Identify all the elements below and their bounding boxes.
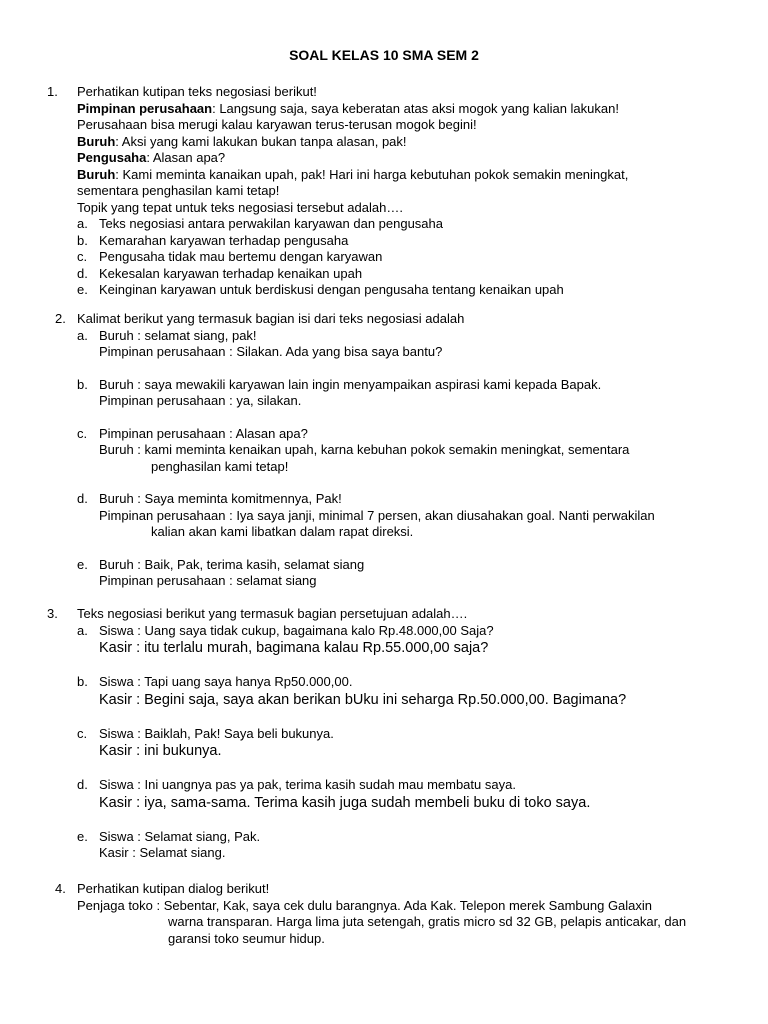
option-e-line-2: Pimpinan perusahaan : selamat siang bbox=[99, 573, 317, 588]
page-title: SOAL KELAS 10 SMA SEM 2 bbox=[289, 47, 479, 63]
option-d: d. Buruh : Saya meminta komitmennya, Pak! bbox=[77, 491, 342, 506]
question-body bbox=[77, 311, 737, 590]
option-e: e. Siswa : Selamat siang, Pak. bbox=[77, 828, 261, 844]
dialog-line: Buruh: Kami meminta kanaikan upah, pak! Hari ini harga kebutuhan pokok semakin meningkat, bbox=[77, 166, 629, 182]
option-a: a. Siswa : Uang saya tidak cukup, bagaimana kalo Rp.48.000,00 Saja? bbox=[77, 622, 494, 638]
option-c: c. Pengusaha tidak mau bertemu dengan karyawan bbox=[77, 249, 383, 264]
dialog-line: sementara penghasilan kami tetap! bbox=[77, 183, 280, 198]
question-intro: Perhatikan kutipan dialog berikut! bbox=[77, 881, 270, 896]
dialog-line: Perusahaan bisa merugi kalau karyawan terus-terusan mogok begini! bbox=[77, 117, 477, 132]
option-b-line-2: Pimpinan perusahaan : ya, silakan. bbox=[99, 393, 302, 408]
question-body bbox=[77, 881, 737, 947]
option-a: a. Buruh : selamat siang, pak! bbox=[77, 327, 257, 343]
option-d-line-2: Kasir : iya, sama-sama. Terima kasih juga sudah membeli buku di toko saya. bbox=[99, 794, 591, 811]
question-number: 2. bbox=[55, 311, 66, 326]
option-b-line-2: Kasir : Begini saja, saya akan berikan bUku ini seharga Rp.50.000,00. Bagimana? bbox=[99, 691, 627, 708]
question-body bbox=[77, 606, 737, 862]
option-b: b. Siswa : Tapi uang saya hanya Rp50.000,00. bbox=[77, 674, 353, 689]
option-c-line-2: Buruh : kami meminta kenaikan upah, karna kebuhan pokok semakin meningkat, sementara bbox=[99, 442, 630, 457]
option-d: d. Siswa : Ini uangnya pas ya pak, terima kasih sudah mau membatu saya. bbox=[77, 777, 516, 792]
option-e: e. Buruh : Baik, Pak, terima kasih, selamat siang bbox=[77, 556, 365, 572]
question-number: 1. bbox=[47, 84, 58, 99]
option-e-line-2: Kasir : Selamat siang. bbox=[99, 845, 226, 860]
option-b: b. Kemarahan karyawan terhadap pengusaha bbox=[77, 232, 349, 248]
option-list bbox=[77, 216, 737, 299]
option-d-line-2: Pimpinan perusahaan : Iya saya janji, minimal 7 persen, akan diusahakan goal. Nanti perwakilan bbox=[99, 507, 655, 523]
dialog-line: Pengusaha: Alasan apa? bbox=[77, 150, 226, 165]
question-intro: Kalimat berikut yang termasuk bagian isi dari teks negosiasi adalah bbox=[77, 311, 465, 326]
dialog-line: Penjaga toko : Sebentar, Kak, saya cek dulu barangnya. Ada Kak. Telepon merek Sambung Galaxin bbox=[77, 897, 653, 913]
option-a-line-2: Pimpinan perusahaan : Silakan. Ada yang bisa saya bantu? bbox=[99, 344, 443, 359]
question-number: 4. bbox=[55, 881, 66, 896]
question-intro: Teks negosiasi berikut yang termasuk bagian persetujuan adalah…. bbox=[77, 606, 468, 621]
question-intro: Perhatikan kutipan teks negosiasi berikut! bbox=[77, 84, 317, 99]
option-d: d. Kekesalan karyawan terhadap kenaikan upah bbox=[77, 265, 363, 281]
dialog-line: warna transparan. Harga lima juta setengah, gratis micro sd 32 GB, pelapis anticakar, dan bbox=[168, 914, 687, 929]
question-number: 3. bbox=[47, 606, 58, 621]
question-prompt: Topik yang tepat untuk teks negosiasi tersebut adalah…. bbox=[77, 199, 403, 215]
option-c-line-3: penghasilan kami tetap! bbox=[151, 458, 289, 474]
option-a-line-2: Kasir : itu terlalu murah, bagimana kalau Rp.55.000,00 saja? bbox=[99, 640, 489, 656]
option-a: a. Teks negosiasi antara perwakilan karyawan dan pengusaha bbox=[77, 216, 443, 231]
option-b: b. Buruh : saya mewakili karyawan lain ingin menyampaikan aspirasi kami kepada Bapak. bbox=[77, 376, 602, 392]
question-body bbox=[77, 84, 737, 299]
dialog-line: Pimpinan perusahaan: Langsung saja, saya keberatan atas aksi mogok yang kalian lakukan! bbox=[77, 100, 619, 116]
dialog-line: garansi toko seumur hidup. bbox=[168, 930, 325, 946]
option-c: c. Pimpinan perusahaan : Alasan apa? bbox=[77, 425, 308, 441]
option-c-line-2: Kasir : ini bukunya. bbox=[99, 743, 222, 759]
dialog-line: Buruh: Aksi yang kami lakukan bukan tanpa alasan, pak! bbox=[77, 133, 407, 149]
option-e: e. Keinginan karyawan untuk berdiskusi dengan pengusaha tentang kenaikan upah bbox=[77, 282, 564, 297]
option-d-line-3: kalian akan kami libatkan dalam rapat direksi. bbox=[151, 524, 414, 539]
option-c: c. Siswa : Baiklah, Pak! Saya beli bukunya. bbox=[77, 725, 334, 741]
